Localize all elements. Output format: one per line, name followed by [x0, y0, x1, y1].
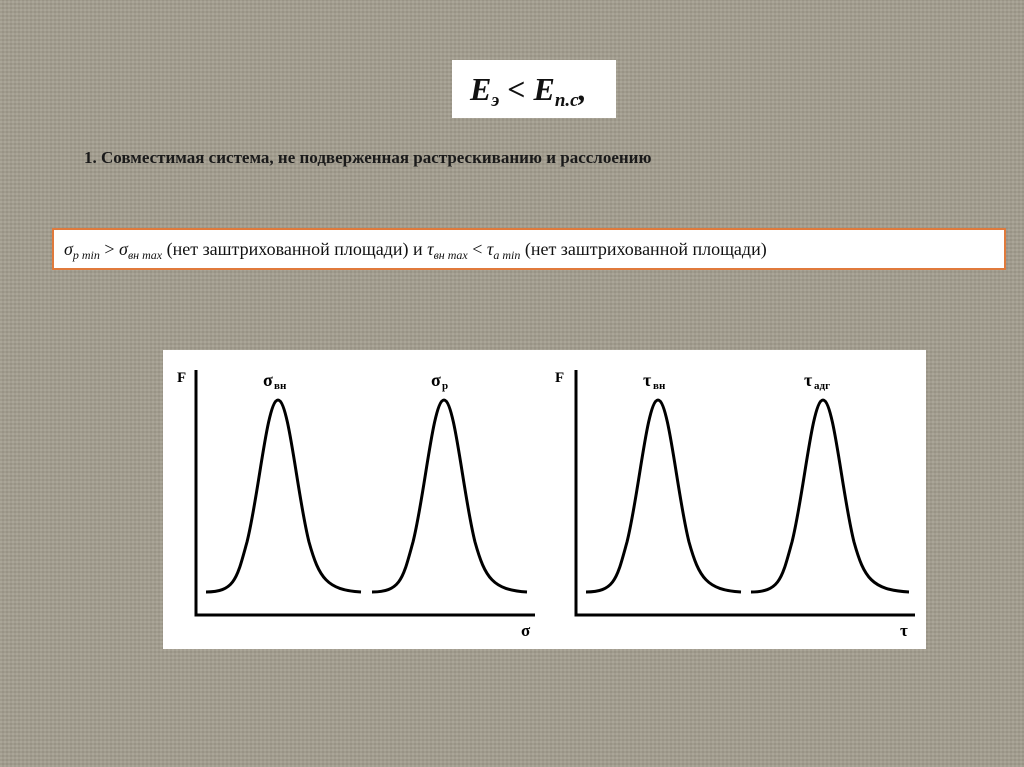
left-peak1-label: σ: [263, 370, 273, 390]
formula-sub-right: п.с: [554, 90, 579, 111]
sigma-vn-subscript: вн max: [127, 248, 163, 262]
tau-vn-subscript: вн max: [433, 248, 468, 262]
tau-a-symbol: τ: [486, 239, 494, 259]
left-x-axis-label: σ: [521, 621, 531, 640]
gt-operator: >: [99, 239, 120, 259]
condition-box: [52, 228, 1006, 270]
right-peak2-label: τ: [804, 370, 813, 390]
formula-e-right: E: [533, 71, 555, 107]
right-chart-curve-tau-vn: [586, 400, 741, 592]
right-y-axis-label: F: [555, 370, 565, 386]
sigma-p-subscript: p min: [72, 248, 100, 262]
right-peak2-subscript: адг: [814, 380, 831, 392]
right-peak1-label: τ: [643, 370, 652, 390]
left-chart-curve-sigma-p: [372, 400, 527, 592]
condition-text-2: (нет заштрихованной площади): [520, 239, 767, 259]
tau-vn-symbol: τ: [427, 239, 434, 259]
left-y-axis-label: F: [177, 370, 187, 386]
right-chart-curve-tau-adg: [751, 400, 909, 592]
formula-e-left: E: [470, 71, 492, 107]
tau-a-subscript: a min: [493, 248, 521, 262]
right-x-axis-label: τ: [900, 621, 908, 640]
formula-tail: ,: [578, 71, 587, 107]
lt-operator: <: [467, 239, 487, 259]
condition-text-1: (нет заштрихованной площади) и: [162, 239, 428, 259]
right-chart-axes: [576, 370, 915, 615]
distribution-curves-svg: [163, 350, 926, 649]
left-chart-curve-sigma-vn: [206, 400, 361, 592]
right-peak1-subscript: вн: [653, 380, 666, 392]
left-peak2-label: σ: [431, 370, 441, 390]
sigma-vn-symbol: σ: [119, 239, 128, 259]
left-peak1-subscript: вн: [274, 380, 287, 392]
formula-box: [452, 60, 616, 118]
sigma-p-symbol: σ: [64, 239, 73, 259]
formula-operator: <: [499, 71, 534, 107]
left-peak2-subscript: р: [442, 380, 449, 392]
formula-sub-left: э: [491, 90, 500, 111]
slide-heading: 1. Совместимая система, не подверженная растрескиванию и расслоению: [84, 148, 652, 167]
distribution-figure: [163, 350, 926, 649]
left-chart-axes: [196, 370, 535, 615]
